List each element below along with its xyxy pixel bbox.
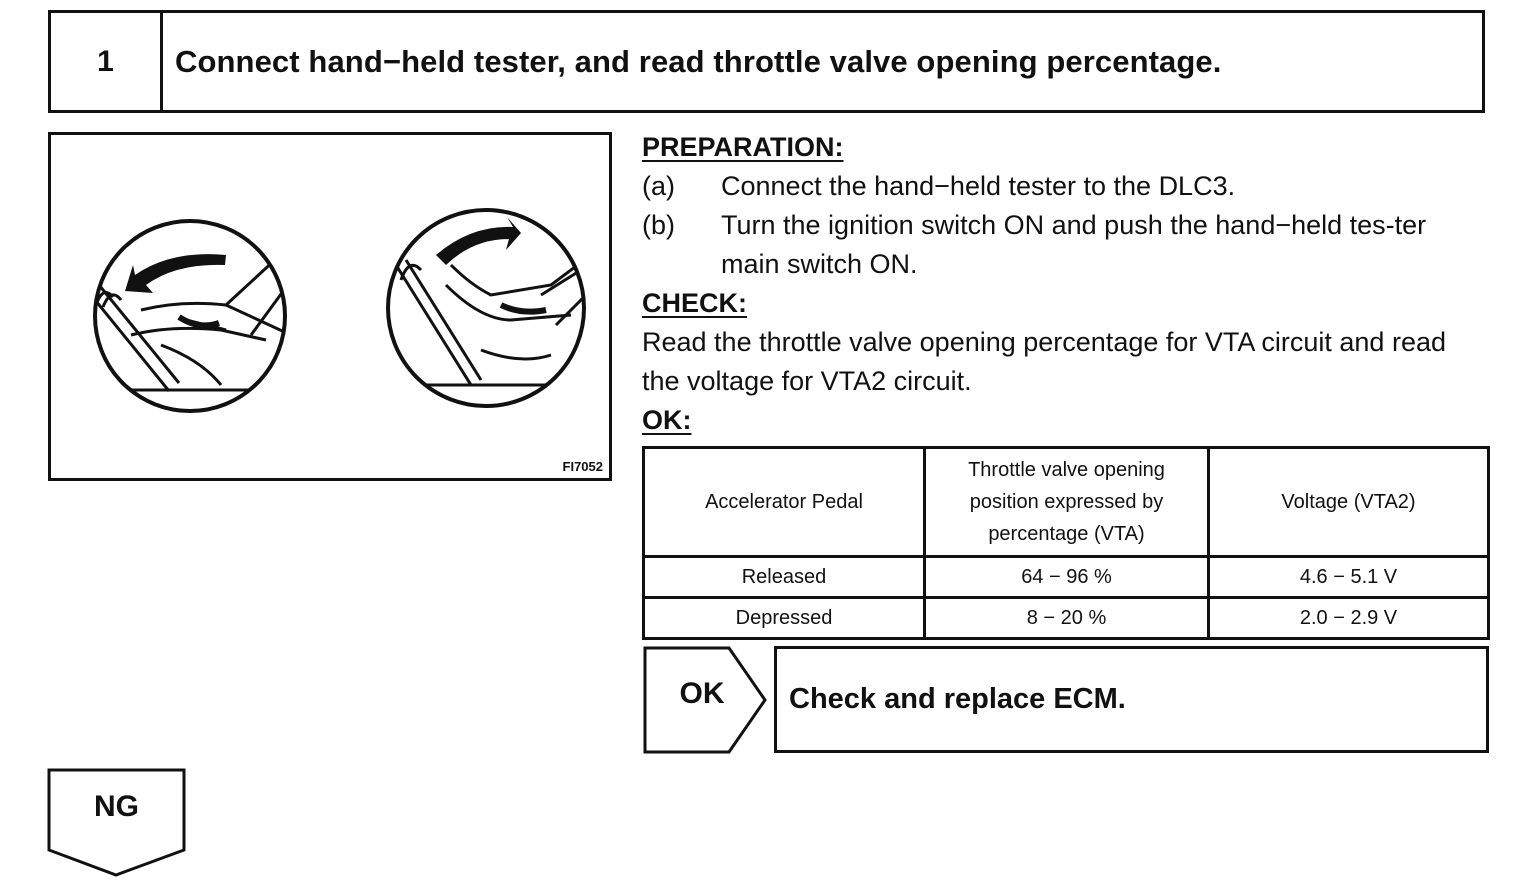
- step-header: [48, 10, 1485, 113]
- ng-label: NG: [94, 790, 139, 823]
- table-cell: 4.6 − 5.1 V: [1209, 557, 1489, 598]
- check-heading: CHECK:: [642, 288, 747, 318]
- instructions: [642, 128, 1490, 440]
- column-header: Accelerator Pedal: [644, 448, 925, 557]
- table-row: [644, 557, 1489, 598]
- column-header: Voltage (VTA2): [1209, 448, 1489, 557]
- figure-code: FI7052: [562, 459, 603, 474]
- item-text: Connect the hand−held tester to the DLC3.: [721, 171, 1236, 201]
- preparation-item: [642, 167, 1490, 206]
- table-header-row: [644, 448, 1489, 557]
- item-label: (b): [642, 210, 675, 240]
- pedal-depressed-icon: [388, 210, 596, 406]
- table-cell: 8 − 20 %: [925, 598, 1209, 639]
- check-text: Read the throttle valve opening percentage for VTA circuit and read the voltage for VTA2 circuit.: [642, 327, 1446, 396]
- column-header: Throttle valve opening position expressed by percentage (VTA): [925, 448, 1209, 557]
- spec-table: [642, 446, 1490, 640]
- step-number: 1: [51, 13, 163, 110]
- table-cell: Depressed: [644, 598, 925, 639]
- ok-label: OK: [679, 677, 725, 710]
- pedal-figure: [48, 132, 612, 481]
- item-text: Turn the ignition switch ON and push the hand−held tes-ter main switch ON.: [721, 210, 1427, 279]
- pedal-illustration: [51, 135, 609, 478]
- table-cell: 64 − 96 %: [925, 557, 1209, 598]
- preparation-heading: PREPARATION:: [642, 132, 844, 162]
- step-title: Connect hand−held tester, and read throttle valve opening percentage.: [175, 43, 1222, 79]
- table-cell: 2.0 − 2.9 V: [1209, 598, 1489, 639]
- item-label: (a): [642, 171, 675, 201]
- table-cell: Released: [644, 557, 925, 598]
- table-row: [644, 598, 1489, 639]
- ok-heading: OK:: [642, 405, 692, 435]
- preparation-item: [642, 206, 1490, 284]
- ok-result: Check and replace ECM.: [774, 646, 1489, 753]
- pedal-released-icon: [91, 221, 306, 411]
